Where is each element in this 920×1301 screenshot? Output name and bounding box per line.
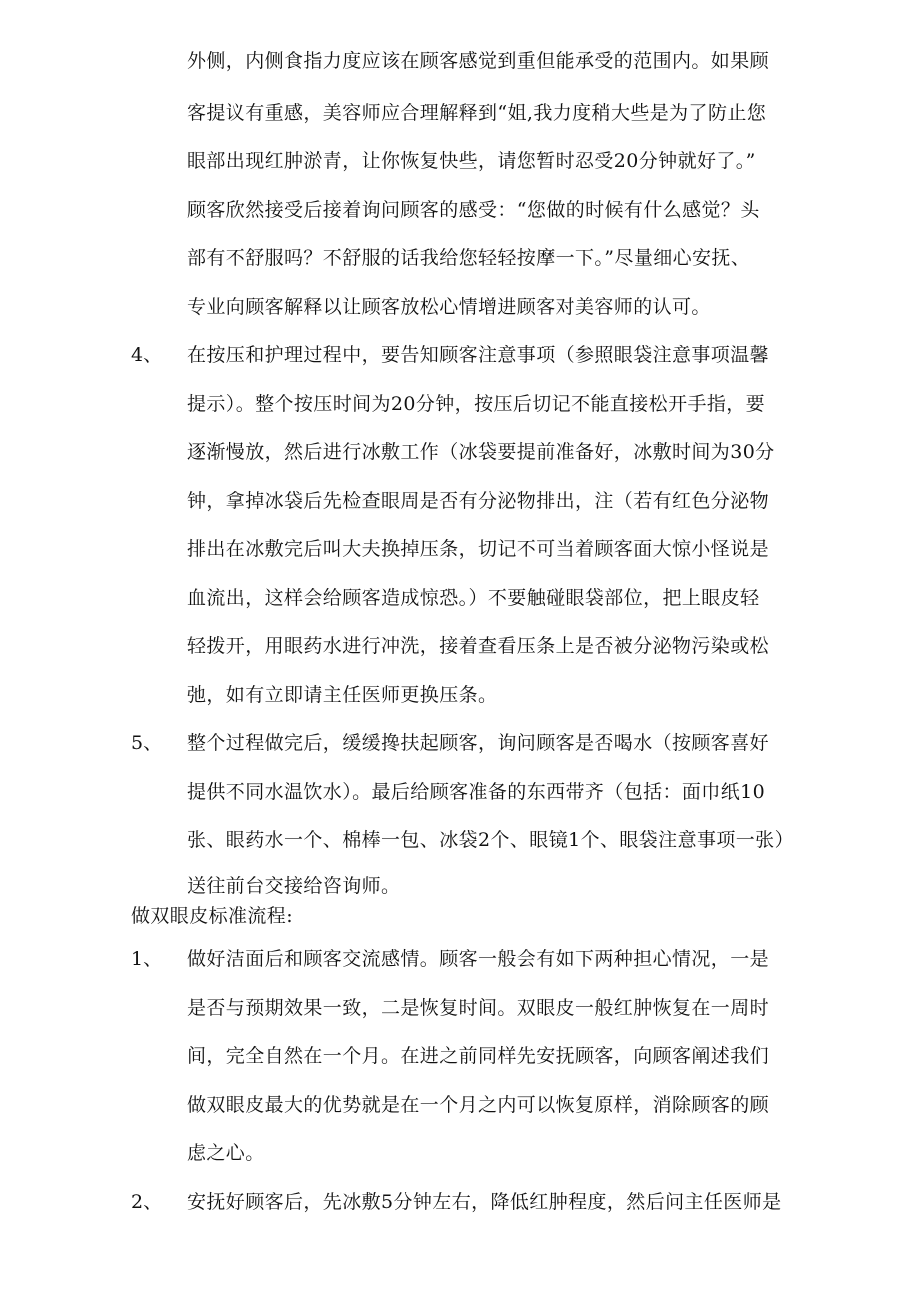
list-number: 2、	[131, 1191, 163, 1213]
paragraph-line: 外侧，内侧食指力度应该在顾客感觉到重但能承受的范围内。如果顾	[187, 50, 770, 72]
list-item-line: 间，完全自然在一个月。在进之前同样先安抚顾客，向顾客阐述我们	[187, 1045, 770, 1067]
list-item-line: 张、眼药水一个、棉棒一包、冰袋2个、眼镜1个、眼袋注意事项一张）	[187, 829, 794, 851]
list-item-line: 整个过程做完后，缓缓搀扶起顾客，询问顾客是否喝水（按顾客喜好	[187, 732, 770, 754]
list-item-line: 逐渐慢放，然后进行冰敷工作（冰袋要提前准备好，冰敷时间为30分	[187, 441, 775, 463]
list-item-line: 弛，如有立即请主任医师更换压条。	[187, 684, 498, 706]
paragraph-line: 眼部出现红肿淤青，让你恢复快些，请您暂时忍受20分钟就好了。”	[187, 150, 756, 172]
list-item-line: 提示）。整个按压时间为20分钟，按压后切记不能直接松开手指，要	[187, 393, 766, 415]
list-item-line: 钟，拿掉冰袋后先检查眼周是否有分泌物排出，注（若有红色分泌物	[187, 490, 770, 512]
paragraph-line: 部有不舒服吗？不舒服的话我给您轻轻按摩一下。”尽量细心安抚、	[187, 247, 751, 269]
list-number: 5、	[131, 732, 163, 754]
list-item-line: 在按压和护理过程中，要告知顾客注意事项（参照眼袋注意事项温馨	[187, 344, 770, 366]
paragraph-line: 客提议有重感，美容师应合理解释到“姐,我力度稍大些是为了防止您	[187, 102, 767, 124]
paragraph-line: 专业向顾客解释以让顾客放松心情增进顾客对美容师的认可。	[187, 296, 711, 318]
paragraph-line: 顾客欣然接受后接着询问顾客的感受：“您做的时候有什么感觉？头	[187, 199, 760, 221]
list-item-line: 虑之心。	[187, 1142, 265, 1164]
list-item-line: 排出在冰敷完后叫大夫换掉压条，切记不可当着顾客面大惊小怪说是	[187, 538, 770, 560]
list-item-line: 安抚好顾客后，先冰敷5分钟左右，降低红肿程度，然后问主任医师是	[187, 1191, 782, 1213]
list-item-line: 提供不同水温饮水）。最后给顾客准备的东西带齐（包括：面巾纸10	[187, 781, 766, 803]
list-item-line: 做双眼皮最大的优势就是在一个月之内可以恢复原样，消除顾客的顾	[187, 1094, 770, 1116]
list-number: 1、	[131, 948, 163, 970]
list-item-line: 轻拨开，用眼药水进行冲洗，接着查看压条上是否被分泌物污染或松	[187, 635, 770, 657]
list-item-line: 做好洁面后和顾客交流感情。顾客一般会有如下两种担心情况，一是	[187, 948, 770, 970]
list-item-line: 送往前台交接给咨询师。	[187, 875, 401, 897]
list-item-line: 血流出，这样会给顾客造成惊恐。）不要触碰眼袋部位，把上眼皮轻	[187, 587, 760, 609]
section-heading: 做双眼皮标准流程:	[131, 905, 294, 927]
list-item-line: 是否与预期效果一致，二是恢复时间。双眼皮一般红肿恢复在一周时	[187, 997, 770, 1019]
list-number: 4、	[131, 344, 163, 366]
